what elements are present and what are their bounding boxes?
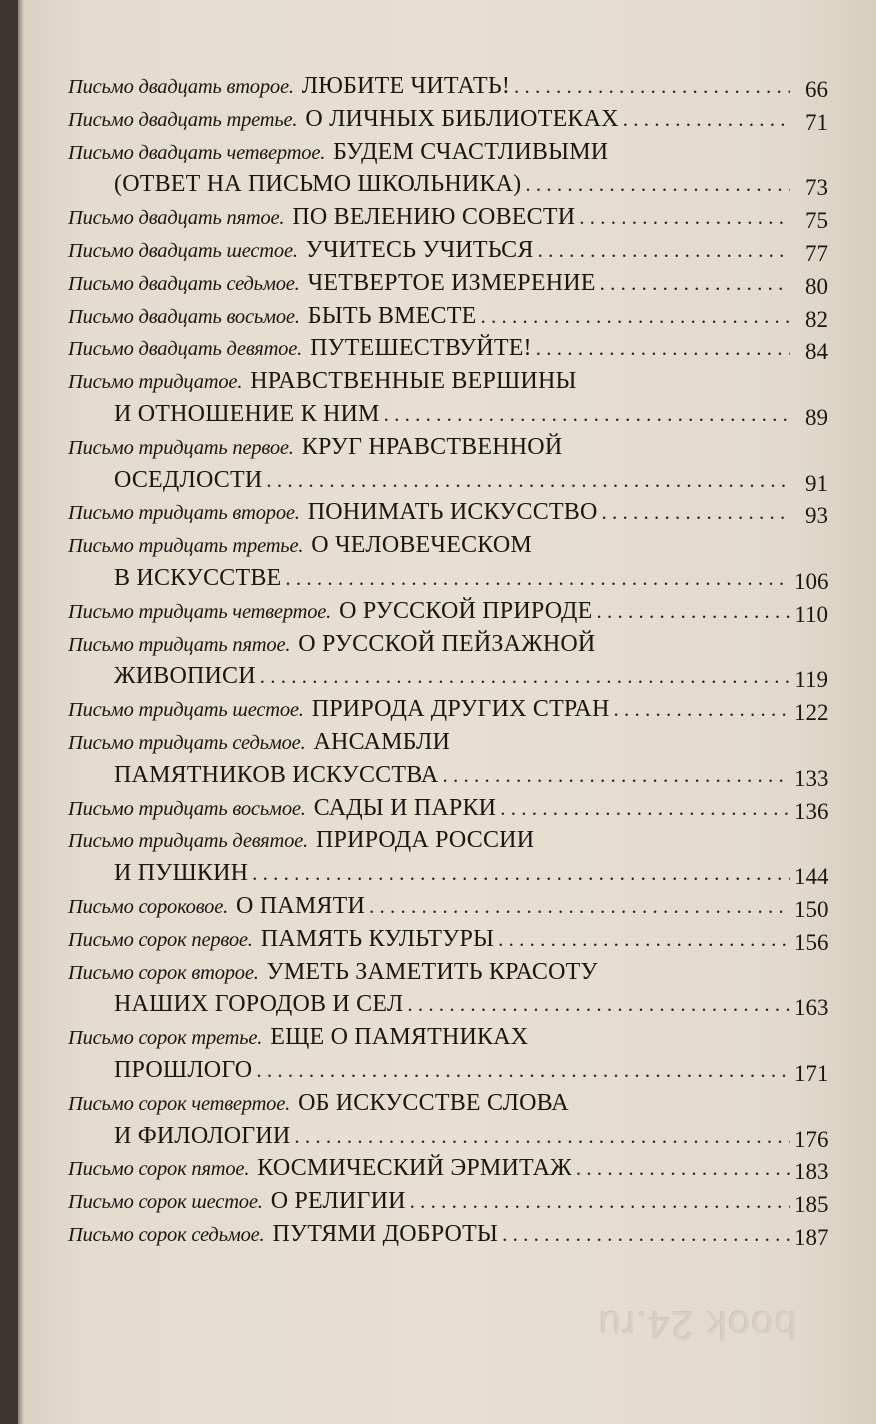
- toc-entry-continuation: [68, 401, 828, 434]
- toc-entry-label: Письмо сорок шестое.: [68, 1191, 263, 1214]
- dot-leader: [536, 336, 790, 361]
- toc-entry-title-continued: ПРОШЛОГО: [114, 1056, 253, 1083]
- toc-entry: [68, 827, 828, 860]
- toc-entry: [68, 237, 828, 270]
- toc-entry-page-number: 75: [805, 208, 828, 234]
- toc-entry-page-number: 171: [794, 1060, 829, 1086]
- dot-leader: [602, 500, 790, 525]
- dot-leader: [285, 566, 790, 591]
- toc-entry-title-continued: В ИСКУССТВЕ: [114, 564, 282, 591]
- toc-entry-title-continued: И ФИЛОЛОГИИ: [114, 1122, 291, 1149]
- toc-entry: [68, 106, 828, 139]
- toc-entry-title: ПУТЯМИ ДОБРОТЫ: [272, 1220, 499, 1247]
- toc-entry: [68, 204, 828, 237]
- dot-leader: [252, 861, 790, 886]
- toc-entry-title: УЧИТЕСЬ УЧИТЬСЯ: [305, 236, 534, 263]
- toc-entry-page-number: 156: [794, 929, 829, 955]
- toc-entry-title: УМЕТЬ ЗАМЕТИТЬ КРАСОТУ: [266, 958, 598, 985]
- toc-entry-page-number: 80: [805, 273, 828, 299]
- toc-entry-title: ПРИРОДА РОССИИ: [315, 827, 535, 854]
- toc-entry-page-number: 122: [794, 700, 829, 726]
- toc-entry-page-number: 163: [794, 995, 829, 1021]
- toc-entry-title: ЛЮБИТЕ ЧИТАТЬ!: [301, 73, 511, 99]
- toc-entry-title: ПУТЕШЕСТВУЙТЕ!: [310, 335, 532, 362]
- toc-entry-title: ПОНИМАТЬ ИСКУССТВО: [307, 499, 598, 526]
- toc-entry-label: Письмо тридцать седьмое.: [68, 731, 306, 754]
- toc-entry-label: Письмо тридцать третье.: [68, 535, 304, 558]
- toc-entry-title: ПРИРОДА ДРУГИХ СТРАН: [311, 696, 610, 723]
- dot-leader: [294, 1124, 790, 1149]
- toc-entry-title: КОСМИЧЕСКИЙ ЭРМИТАЖ: [257, 1155, 572, 1182]
- dot-leader: [442, 763, 790, 788]
- toc-entry: [68, 696, 828, 729]
- dot-leader: [502, 1222, 790, 1247]
- toc-entry-continuation: [68, 467, 828, 500]
- toc-entry-page-number: 183: [794, 1159, 829, 1185]
- table-of-contents: [68, 73, 828, 1254]
- toc-entry-label: Письмо тридцать четвертое.: [68, 600, 332, 623]
- toc-entry-label: Письмо двадцать седьмое.: [68, 272, 300, 295]
- toc-entry-page-number: 91: [805, 470, 828, 496]
- toc-entry-continuation: [68, 762, 828, 795]
- toc-entry-page-number: 119: [794, 667, 828, 693]
- toc-entry-page-number: 77: [805, 240, 828, 266]
- toc-entry: [68, 598, 828, 631]
- dot-leader: [500, 796, 790, 821]
- dot-leader: [369, 894, 790, 919]
- dot-leader: [256, 1058, 790, 1083]
- toc-entry-page-number: 176: [794, 1126, 829, 1152]
- toc-entry-label: Письмо сорок пятое.: [68, 1158, 250, 1181]
- toc-entry-title: БЫТЬ ВМЕСТЕ: [307, 302, 477, 329]
- toc-entry-label: Письмо тридцать второе.: [68, 502, 300, 525]
- toc-entry-page-number: 71: [805, 109, 828, 135]
- toc-entry-page-number: 187: [794, 1224, 829, 1250]
- dot-leader: [480, 304, 790, 329]
- toc-entry-continuation: [68, 663, 828, 696]
- toc-entry-label: Письмо тридцатое.: [68, 371, 243, 394]
- toc-entry-page-number: 133: [794, 765, 829, 791]
- toc-entry: [68, 434, 828, 467]
- dot-leader: [525, 172, 790, 197]
- toc-entry: [68, 303, 828, 336]
- toc-entry: [68, 335, 828, 368]
- toc-entry-label: Письмо двадцать второе.: [68, 76, 294, 98]
- toc-entry-continuation: [68, 1123, 828, 1156]
- toc-entry: [68, 795, 828, 828]
- toc-entry-label: Письмо сорок четвертое.: [68, 1092, 291, 1115]
- toc-entry-title-continued: ПАМЯТНИКОВ ИСКУССТВА: [114, 761, 439, 788]
- toc-entry-label: Письмо тридцать пятое.: [68, 633, 291, 656]
- dot-leader: [579, 205, 790, 230]
- toc-entry-title: АНСАМБЛИ: [313, 728, 451, 755]
- toc-entry-title-continued: ЖИВОПИСИ: [114, 663, 256, 690]
- toc-entry: [68, 893, 828, 926]
- dot-leader: [600, 271, 790, 296]
- toc-entry-title: БУДЕМ СЧАСТЛИВЫМИ: [333, 138, 609, 165]
- dot-leader: [623, 107, 790, 132]
- dot-leader: [613, 697, 790, 722]
- toc-entry: [68, 729, 828, 762]
- toc-entry: [68, 139, 828, 172]
- toc-entry-page-number: 89: [805, 404, 828, 430]
- toc-entry-label: Письмо тридцать шестое.: [68, 699, 304, 722]
- toc-entry-label: Письмо двадцать восьмое.: [68, 305, 300, 328]
- watermark: book 24.ru: [598, 1303, 798, 1347]
- dot-leader: [260, 664, 790, 689]
- toc-entry-continuation: [68, 171, 828, 204]
- toc-entry-continuation: [68, 1057, 828, 1090]
- toc-entry: [68, 270, 828, 303]
- toc-entry-label: Письмо сорок третье.: [68, 1027, 263, 1050]
- toc-entry: [68, 532, 828, 565]
- toc-entry-label: Письмо двадцать третье.: [68, 108, 298, 131]
- dot-leader: [266, 468, 790, 493]
- toc-entry: [68, 1155, 828, 1188]
- toc-entry-page-number: 136: [794, 798, 829, 824]
- toc-entry-page-number: 73: [805, 175, 828, 201]
- toc-entry-title: О РУССКОЙ ПРИРОДЕ: [339, 597, 593, 624]
- dot-leader: [576, 1156, 790, 1181]
- toc-entry-title: САДЫ И ПАРКИ: [313, 794, 497, 821]
- toc-entry-title: О ПАМЯТИ: [236, 892, 365, 919]
- toc-entry-title: О ЛИЧНЫХ БИБЛИОТЕКАХ: [305, 105, 619, 132]
- dot-leader: [410, 1189, 790, 1214]
- toc-entry: [68, 1221, 828, 1254]
- toc-entry-title: ПАМЯТЬ КУЛЬТУРЫ: [260, 925, 495, 952]
- toc-entry-title: ОБ ИСКУССТВЕ СЛОВА: [298, 1089, 569, 1116]
- toc-entry-page-number: 82: [805, 306, 828, 332]
- dot-leader: [596, 599, 790, 624]
- toc-entry-continuation: [68, 991, 828, 1024]
- toc-entry-title: НРАВСТВЕННЫЕ ВЕРШИНЫ: [250, 368, 577, 395]
- toc-entry-title: О РУССКОЙ ПЕЙЗАЖНОЙ: [298, 630, 596, 657]
- dot-leader: [407, 992, 790, 1017]
- toc-entry-title-continued: И ПУШКИН: [114, 860, 249, 887]
- toc-entry-page-number: 66: [805, 77, 828, 102]
- toc-entry-label: Письмо двадцать четвертое.: [68, 141, 326, 164]
- dot-leader: [538, 238, 790, 263]
- toc-entry-title: О РЕЛИГИИ: [270, 1188, 406, 1215]
- toc-entry: [68, 499, 828, 532]
- toc-entry-label: Письмо тридцать первое.: [68, 436, 294, 459]
- toc-entry-label: Письмо тридцать девятое.: [68, 830, 308, 853]
- book-page: [18, 0, 876, 1424]
- toc-entry-page-number: 144: [794, 864, 829, 890]
- toc-entry-label: Письмо сороковое.: [68, 895, 229, 918]
- toc-entry-label: Письмо тридцать восьмое.: [68, 797, 306, 820]
- toc-entry-title: О ЧЕЛОВЕЧЕСКОМ: [311, 532, 532, 559]
- dot-leader: [384, 402, 790, 427]
- toc-entry: [68, 73, 828, 106]
- toc-entry: [68, 368, 828, 401]
- dot-leader: [514, 74, 790, 99]
- toc-entry-page-number: 84: [805, 339, 828, 365]
- toc-entry-label: Письмо двадцать девятое.: [68, 338, 303, 361]
- toc-entry-title-continued: И ОТНОШЕНИЕ К НИМ: [114, 400, 380, 427]
- toc-entry-page-number: 150: [794, 896, 829, 922]
- dot-leader: [498, 927, 790, 952]
- toc-entry-page-number: 93: [805, 503, 828, 529]
- toc-entry: [68, 1188, 828, 1221]
- toc-entry-title-continued: ОСЕДЛОСТИ: [114, 466, 263, 493]
- toc-entry-title: ЕЩЕ О ПАМЯТНИКАХ: [270, 1024, 529, 1051]
- toc-entry-label: Письмо сорок второе.: [68, 961, 259, 984]
- toc-entry: [68, 926, 828, 959]
- toc-entry-continuation: [68, 565, 828, 598]
- toc-entry: [68, 631, 828, 664]
- toc-entry-page-number: 110: [794, 601, 828, 627]
- toc-entry-title: ЧЕТВЕРТОЕ ИЗМЕРЕНИЕ: [307, 269, 596, 296]
- toc-entry-title-continued: НАШИХ ГОРОДОВ И СЕЛ: [114, 991, 404, 1018]
- toc-entry-continuation: [68, 860, 828, 893]
- toc-entry: [68, 1024, 828, 1057]
- toc-entry-title: КРУГ НРАВСТВЕННОЙ: [301, 433, 563, 460]
- toc-entry-title-continued: (ОТВЕТ НА ПИСЬМО ШКОЛЬНИКА): [114, 171, 522, 198]
- toc-entry-label: Письмо сорок первое.: [68, 928, 253, 951]
- toc-entry-label: Письмо сорок седьмое.: [68, 1223, 265, 1246]
- toc-entry-label: Письмо двадцать шестое.: [68, 239, 298, 262]
- toc-entry: [68, 959, 828, 992]
- toc-entry: [68, 1090, 828, 1123]
- toc-entry-label: Письмо двадцать пятое.: [68, 207, 285, 230]
- toc-entry-page-number: 106: [794, 568, 829, 594]
- toc-entry-title: ПО ВЕЛЕНИЮ СОВЕСТИ: [292, 204, 576, 231]
- toc-entry-page-number: 185: [794, 1192, 829, 1218]
